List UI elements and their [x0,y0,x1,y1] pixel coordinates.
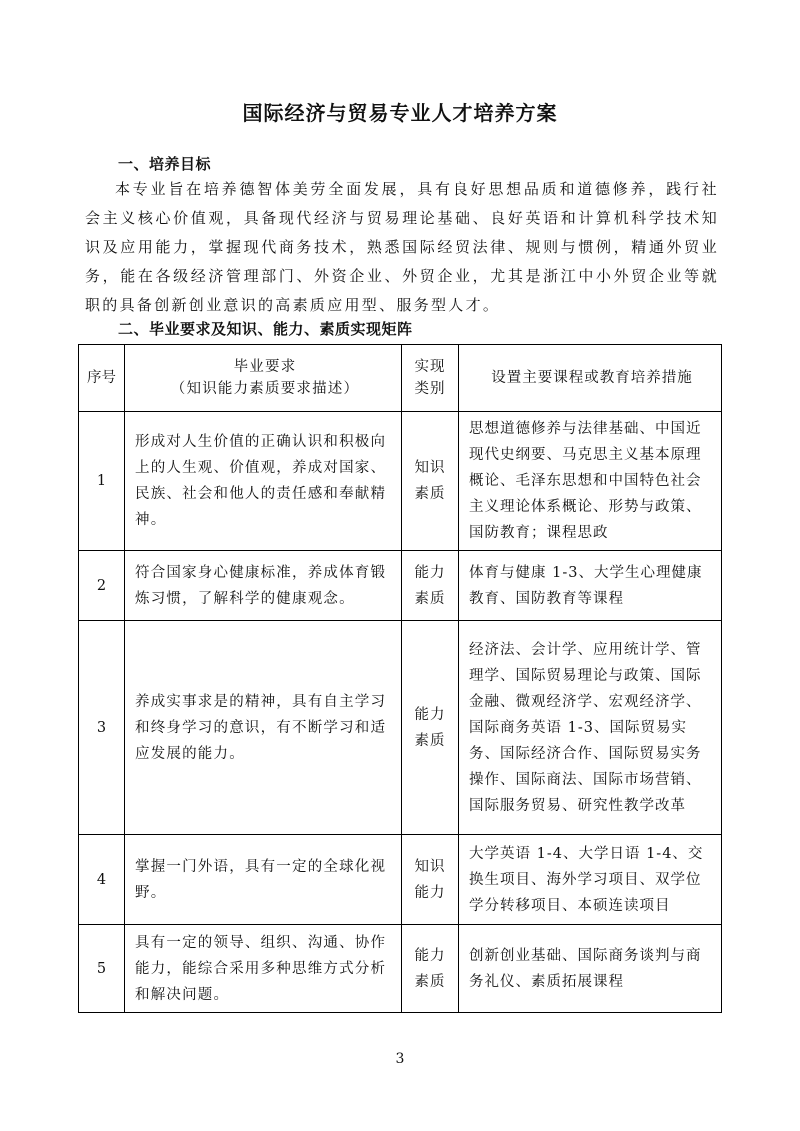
row-courses: 体育与健康 1-3、大学生心理健康教育、国防教育等课程 [459,551,722,621]
row-type [402,412,459,551]
row-requirement: 养成实事求是的精神，具有自主学习和终身学习的意识，有不断学习和适应发展的能力。 [125,621,402,835]
row-courses: 创新创业基础、国际商务谈判与商务礼仪、素质拓展课程 [459,925,722,1013]
row-type [402,551,459,621]
row-courses: 思想道德修养与法律基础、中国近现代史纲要、马克思主义基本原理概论、毛泽东思想和中国特色社会主义理论体系概论、形势与政策、国防教育；课程思政 [459,412,722,551]
row-no: 2 [79,551,125,621]
objectives-text: 本专业旨在培养德智体美劳全面发展，具有良好思想品质和道德修养，践行社会主义核心价值观，具备现代经济与贸易理论基础、良好英语和计算机科学技术知识及应用能力，掌握现代商务技术，熟悉国际经贸法律、规则与惯例，精通外贸业务，能在各级经济管理部门、外资企业、外贸企业，尤其是浙江中小外贸企业等就职的具备创新创业意识的高素质应用型、服务型人才。 [85,180,719,314]
row-type-line1: 知识 [414,460,446,476]
row-type-line1: 能力 [414,947,446,964]
objectives-paragraph [85,175,719,320]
page-title: 国际经济与贸易专业人才培养方案 [242,101,558,125]
row-courses: 经济法、会计学、应用统计学、管理学、国际贸易理论与政策、国际金融、微观经济学、宏观经济学、国际商务英语 1-3、国际贸易实务、国际经济合作、国际贸易实务操作、国际商法、国际市场营销、国际服务贸易、研究性教学改革 [459,621,722,835]
row-requirement: 符合国家身心健康标准，养成体育锻炼习惯，了解科学的健康观念。 [125,551,402,621]
header-no: 序号 [79,345,125,412]
header-requirement-line2: （知识能力素质要求描述） [170,381,360,397]
row-no: 4 [79,835,125,925]
row-requirement: 形成对人生价值的正确认识和积极向上的人生观、价值观，养成对国家、民族、社会和他人的责任感和奉献精神。 [125,412,402,551]
header-requirement [125,345,402,412]
requirements-matrix-table [78,344,722,1013]
section-heading-objectives: 一、培养目标 [118,155,212,173]
table-row [79,925,722,1013]
table-row [79,621,722,835]
header-type-line2: 类别 [414,381,446,397]
page-number: 3 [395,1051,405,1067]
row-no: 5 [79,925,125,1013]
header-requirement-line1: 毕业要求 [233,359,297,375]
row-type-line1: 能力 [414,706,446,723]
row-type-line2: 能力 [414,884,446,901]
row-type [402,835,459,925]
row-type-line2: 素质 [414,486,446,502]
header-type [402,345,459,412]
row-type [402,925,459,1013]
row-requirement: 具有一定的领导、组织、沟通、协作能力，能综合采用多种思维方式分析和解决问题。 [125,925,402,1013]
row-type-line1: 知识 [414,858,446,875]
row-courses: 大学英语 1-4、大学日语 1-4、交换生项目、海外学习项目、双学位学分转移项目、本硕连读项目 [459,835,722,925]
table-row [79,835,722,925]
table-row [79,551,722,621]
header-courses: 设置主要课程或教育培养措施 [459,345,722,412]
row-type-line2: 素质 [414,590,446,607]
table-header-row [79,345,722,412]
row-no: 3 [79,621,125,835]
row-type [402,621,459,835]
table-row [79,412,722,551]
row-type-line2: 素质 [414,973,446,990]
section-heading-matrix: 二、毕业要求及知识、能力、素质实现矩阵 [118,320,413,338]
row-no: 1 [79,412,125,551]
row-type-line2: 素质 [414,732,446,749]
row-type-line1: 能力 [414,564,446,581]
header-type-line1: 实现 [414,359,446,375]
row-requirement: 掌握一门外语，具有一定的全球化视野。 [125,835,402,925]
